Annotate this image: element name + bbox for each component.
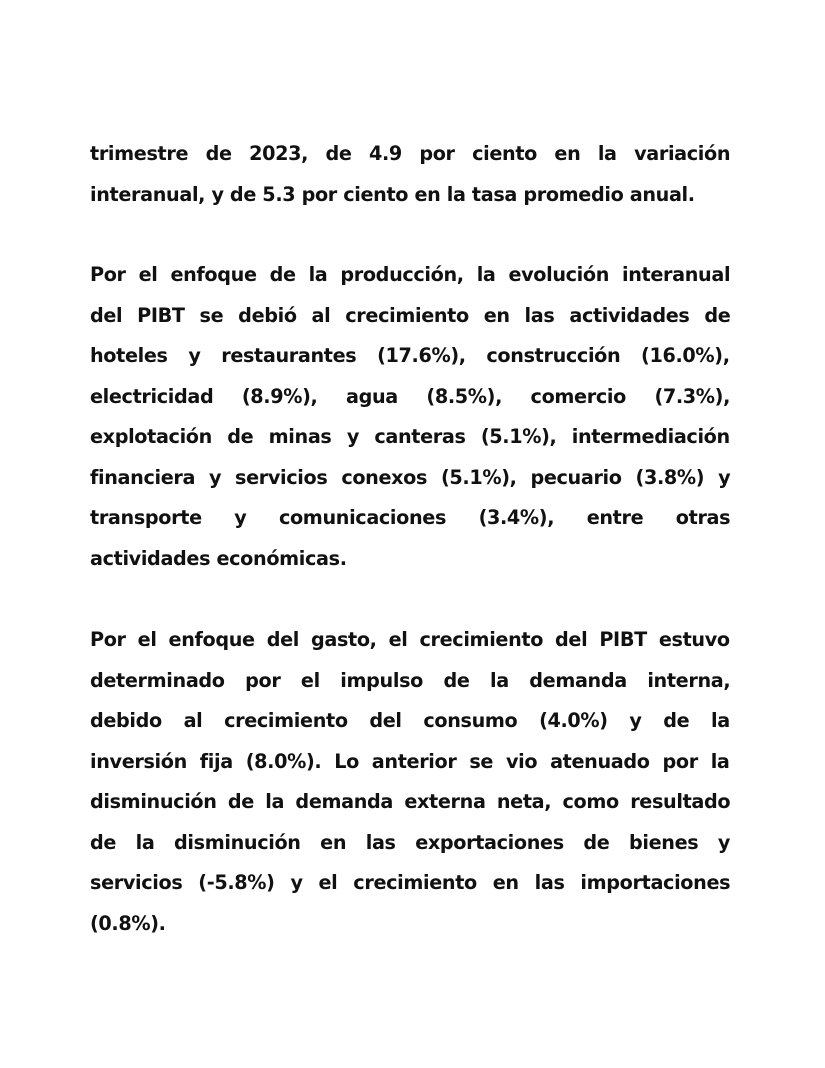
paragraph-expenditure-approach (90, 620, 730, 944)
text-line: del PIBT se debió al crecimiento en las actividades de (90, 303, 731, 327)
text-line: electricidad (8.9%), agua (8.5%), comercio (7.3%), (90, 384, 731, 408)
text-line: actividades económicas. (90, 546, 347, 570)
paragraph-production-approach (90, 255, 730, 579)
text-line: servicios (-5.8%) y el crecimiento en las importaciones (90, 871, 731, 894)
text-line: financiera y servicios conexos (5.1%), pecuario (3.8%) y (90, 465, 731, 489)
text-line: Por el enfoque del gasto, el crecimiento del PIBT estuvo (90, 628, 730, 651)
text-line: debido al crecimiento del consumo (4.0%) y de la (90, 709, 730, 732)
text-line: (0.8%). (90, 911, 166, 935)
text-line: Por el enfoque de la producción, la evolución interanual (90, 263, 731, 286)
text-line: trimestre de 2023, de 4.9 por ciento en la variación (90, 142, 731, 165)
text-line: transporte y comunicaciones (3.4%), entre otras (90, 506, 731, 529)
text-line: interanual, y de 5.3 por ciento en la tasa promedio anual. (90, 182, 695, 206)
text-line: inversión fija (8.0%). Lo anterior se vio atenuado por la (90, 749, 730, 773)
text-line: explotación de minas y canteras (5.1%), intermediación (90, 425, 730, 448)
text-line: de la disminución en las exportaciones de bienes y (90, 830, 731, 854)
paragraph-summary (90, 134, 730, 215)
text-line: disminución de la demanda externa neta, como resultado (90, 790, 731, 813)
text-line: hoteles y restaurantes (17.6%), construcción (16.0%), (90, 344, 730, 367)
text-line: determinado por el impulso de la demanda interna, (90, 668, 731, 692)
